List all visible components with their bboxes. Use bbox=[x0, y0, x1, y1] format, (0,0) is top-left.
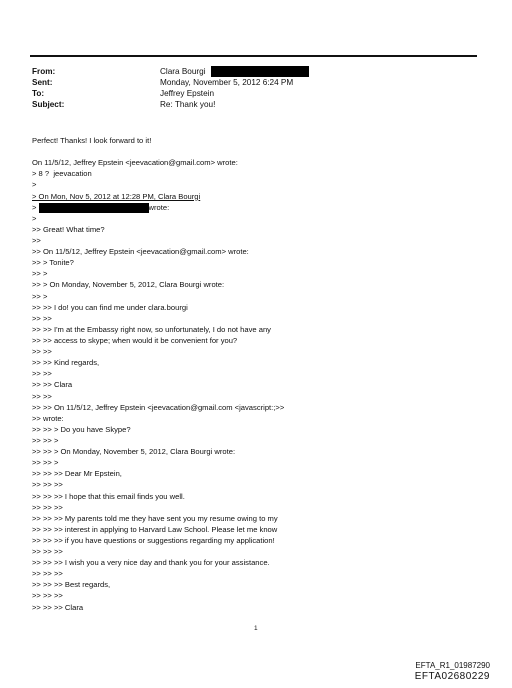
page-number: 1 bbox=[254, 625, 258, 632]
body-line: > On Mon, Nov 5, 2012 at 12:28 PM, Clara Bourgi bbox=[32, 191, 201, 201]
from-name: Clara Bourgi bbox=[160, 67, 206, 76]
body-line: >> > On Monday, November 5, 2012, Clara Bourgi wrote: bbox=[32, 280, 225, 290]
body-line: >> >> >> bbox=[32, 480, 63, 490]
header-divider bbox=[30, 55, 477, 57]
body-line: >> >> I'm at the Embassy right now, so unfortunately, I do not have any bbox=[32, 324, 271, 334]
body-line: >> bbox=[32, 235, 41, 245]
redaction-box bbox=[211, 66, 309, 77]
body-line: >> >> >> Clara bbox=[32, 602, 84, 612]
body-line: >> >> Kind regards, bbox=[32, 358, 100, 368]
body-line: >> >> >> Best regards, bbox=[32, 580, 111, 590]
body-line-redacted bbox=[32, 202, 482, 213]
doc-id: EFTA_R1_01987290 bbox=[415, 661, 490, 670]
quote-prefix: > bbox=[32, 202, 39, 212]
body-line: >> >> >> My parents told me they have sent you my resume owing to my bbox=[32, 513, 278, 523]
body-line: >> > bbox=[32, 269, 48, 279]
body-line: >> >> >> bbox=[32, 502, 63, 512]
to-value: Jeffrey Epstein bbox=[160, 89, 215, 99]
body-line: >> >> bbox=[32, 313, 52, 323]
redaction-box bbox=[39, 203, 149, 213]
subject-label: Subject: bbox=[32, 100, 65, 110]
to-row bbox=[32, 88, 309, 99]
body-line: >> >> access to skype; when would it be convenient for you? bbox=[32, 335, 238, 345]
from-value bbox=[160, 66, 309, 77]
sent-value: Monday, November 5, 2012 6:24 PM bbox=[160, 78, 294, 88]
to-label: To: bbox=[32, 89, 45, 99]
body-line: >> >> >> bbox=[32, 591, 63, 601]
body-line: >> > Tonite? bbox=[32, 258, 74, 268]
body-line: > bbox=[32, 213, 37, 223]
body-line: >> >> On 11/5/12, Jeffrey Epstein <jeevacation@gmail.com <javascript:;>> bbox=[32, 402, 285, 412]
body-line: >> >> Clara bbox=[32, 380, 73, 390]
body-line: >> >> > Do you have Skype? bbox=[32, 424, 131, 434]
body-line: >> >> >> bbox=[32, 569, 63, 579]
body-line: >> >> >> if you have questions or suggestions regarding my application! bbox=[32, 535, 275, 545]
body-line: >> >> bbox=[32, 369, 52, 379]
subject-row bbox=[32, 99, 309, 110]
body-line: >> >> >> bbox=[32, 547, 63, 557]
efta-id: EFTA02680229 bbox=[414, 671, 490, 682]
sent-row bbox=[32, 77, 309, 88]
document-footer bbox=[415, 661, 490, 683]
body-line: > bbox=[32, 180, 37, 190]
body-line: > 8 ? jeevacation bbox=[32, 169, 92, 179]
body-line: >> >> I do! you can find me under clara.bourgi bbox=[32, 302, 188, 312]
body-line: On 11/5/12, Jeffrey Epstein <jeevacation@gmail.com> wrote: bbox=[32, 158, 238, 168]
body-line: >> >> >> Dear Mr Epstein, bbox=[32, 469, 122, 479]
body-line: >> On 11/5/12, Jeffrey Epstein <jeevacation@gmail.com> wrote: bbox=[32, 247, 249, 257]
email-header bbox=[32, 66, 309, 110]
sent-label: Sent: bbox=[32, 78, 53, 88]
body-line: >> Great! What time? bbox=[32, 224, 105, 234]
from-label: From: bbox=[32, 67, 56, 76]
subject-value: Re: Thank you! bbox=[160, 100, 216, 110]
blank-line bbox=[32, 146, 482, 157]
body-line: >> >> > bbox=[32, 458, 59, 468]
from-row bbox=[32, 66, 309, 77]
body-line: >> >> >> interest in applying to Harvard Law School. Please let me know bbox=[32, 524, 278, 534]
body-line: >> >> bbox=[32, 391, 52, 401]
body-line: >> > bbox=[32, 291, 48, 301]
body-line: Perfect! Thanks! I look forward to it! bbox=[32, 136, 152, 145]
body-line: >> >> > On Monday, November 5, 2012, Clara Bourgi wrote: bbox=[32, 447, 236, 457]
wrote-text: wrote: bbox=[148, 202, 170, 212]
email-body bbox=[32, 135, 482, 613]
body-line: >> wrote: bbox=[32, 413, 64, 423]
body-line: >> >> >> I hope that this email finds you well. bbox=[32, 491, 185, 501]
body-line: >> >> >> I wish you a very nice day and thank you for your assistance. bbox=[32, 558, 270, 568]
body-line: >> >> bbox=[32, 347, 52, 357]
body-line: >> >> > bbox=[32, 435, 59, 445]
